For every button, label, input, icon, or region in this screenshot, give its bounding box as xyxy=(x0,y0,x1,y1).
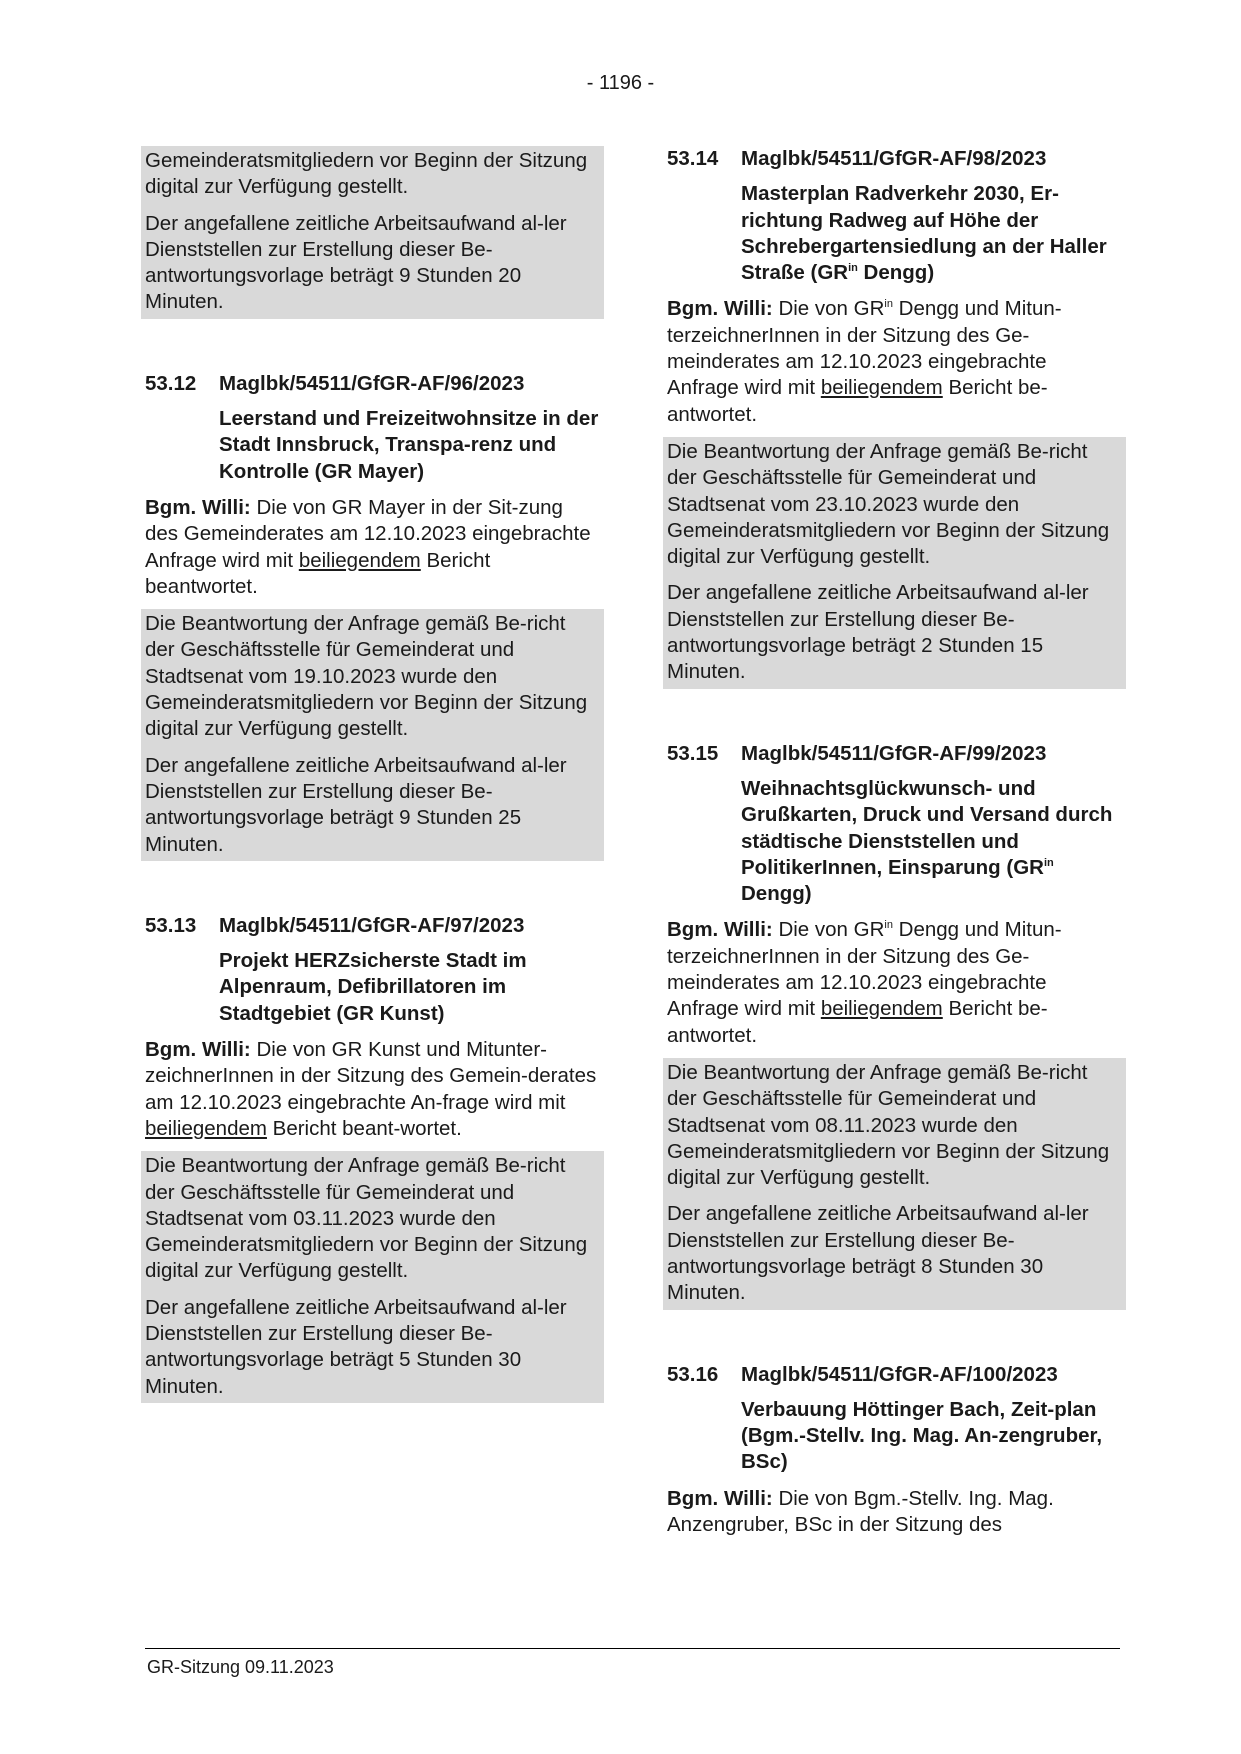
body-text: Die von GR Mayer in der Sit-zung des Gemeinderates am 12.10.2023 eingebrachte Anfrage wird mit xyxy=(145,495,591,572)
gr-superscript: in xyxy=(884,298,893,311)
section-53-13 xyxy=(145,913,600,1403)
section-reference: Maglbk/54511/GfGR-AF/98/2023 xyxy=(741,147,1047,170)
section-subject xyxy=(741,776,1122,907)
section-body xyxy=(667,1486,1122,1539)
gr-superscript: in xyxy=(1043,857,1054,869)
answer-note xyxy=(663,437,1126,689)
speaker: Bgm. Willi: xyxy=(667,297,773,321)
footer-text: GR-Sitzung 09.11.2023 xyxy=(147,1657,334,1677)
body-text: Bericht be-antwortet. xyxy=(667,376,1048,426)
speaker: Bgm. Willi: xyxy=(667,1486,773,1510)
section-body xyxy=(145,495,600,600)
continuation-note xyxy=(141,146,604,319)
gr-title: GR xyxy=(853,918,885,942)
answer-note xyxy=(141,1151,604,1403)
section-heading xyxy=(667,1362,1122,1388)
note-paragraph: Der angefallene zeitliche Arbeitsaufwand al-ler Dienststellen zur Erstellung dieser Be-antwortungsvorlage beträgt 9 Stunden 25 Minuten. xyxy=(145,753,567,856)
note-paragraph: Der angefallene zeitliche Arbeitsaufwand al-ler Dienststellen zur Erstellung dieser Be-antwortungsvorlage beträgt 5 Stunden 30 Minuten. xyxy=(145,1295,567,1398)
gr-title: GR xyxy=(817,261,849,285)
section-heading xyxy=(145,913,600,939)
section-heading xyxy=(667,741,1122,767)
underlined-word: beiliegendem xyxy=(298,548,421,572)
answer-note xyxy=(663,1058,1126,1310)
gr-superscript: in xyxy=(884,919,893,932)
section-body xyxy=(667,296,1122,427)
section-subject xyxy=(741,181,1122,286)
note-paragraph: Gemeinderatsmitgliedern vor Beginn der Sitzung digital zur Verfügung gestellt. xyxy=(145,149,588,199)
gr-superscript: in xyxy=(848,262,858,275)
gr-title: GR xyxy=(853,297,885,321)
underlined-word: beiliegendem xyxy=(820,997,943,1021)
speaker: Bgm. Willi: xyxy=(145,495,251,519)
section-subject: Verbauung Höttinger Bach, Zeit-plan (Bgm.-Stellv. Ing. Mag. An-zengruber, BSc) xyxy=(741,1397,1103,1474)
body-text: Die von xyxy=(778,918,848,942)
section-number: 53.13 xyxy=(145,913,197,937)
subject-text: Dengg) xyxy=(741,882,812,906)
section-53-16 xyxy=(667,1362,1122,1539)
answer-note xyxy=(141,609,604,861)
footer-divider xyxy=(145,1648,1120,1649)
section-number: 53.16 xyxy=(667,1362,719,1386)
section-reference: Maglbk/54511/GfGR-AF/97/2023 xyxy=(219,913,525,937)
body-text: Die von GR Kunst und Mitunter-zeichnerInnen in der Sitzung des Gemein-derates am 12.10.2023 eingebrachte An-frage wird mit xyxy=(145,1038,597,1114)
section-53-12 xyxy=(145,371,600,861)
body-text: Dengg und Mitun-terzeichnerInnen in der Sitzung des Ge-meinderates am 12.10.2023 eingebrachte Anfrage wird mit xyxy=(667,918,1062,1021)
note-paragraph: Die Beantwortung der Anfrage gemäß Be-richt der Geschäftsstelle für Gemeinderat und Stadtsenat vom 23.10.2023 wurde den Gemeinderatsmitgliedern vor Beginn der Sitzung digital zur Verfügung gestellt. xyxy=(667,439,1110,569)
speaker: Bgm. Willi: xyxy=(145,1038,251,1062)
section-body xyxy=(145,1037,600,1142)
body-text: Bericht beantwortet. xyxy=(145,548,491,598)
body-text: Bericht beant-wortet. xyxy=(272,1116,462,1140)
subject-text: Masterplan Radverkehr 2030, Er-richtung Radweg auf Höhe der Schrebergartensiedlung an der Haller Straße ( xyxy=(741,182,1107,285)
underlined-word: beiliegendem xyxy=(145,1116,267,1140)
section-number: 53.14 xyxy=(667,147,719,170)
section-subject: Projekt HERZsicherste Stadt im Alpenraum, Defibrillatoren im Stadtgebiet (GR Kunst) xyxy=(219,949,527,1025)
subject-text: Weihnachtsglückwunsch- und Grußkarten, Druck und Versand durch städtische Dienststellen und PolitikerInnen, Einsparung ( xyxy=(741,776,1113,879)
note-paragraph: Die Beantwortung der Anfrage gemäß Be-richt der Geschäftsstelle für Gemeinderat und Stadtsenat vom 08.11.2023 wurde den Gemeinderatsmitgliedern vor Beginn der Sitzung digital zur Verfügung gestellt. xyxy=(667,1060,1110,1190)
section-reference: Maglbk/54511/GfGR-AF/100/2023 xyxy=(741,1362,1058,1386)
section-subject: Leerstand und Freizeitwohnsitze in der Stadt Innsbruck, Transpa-renz und Kontrolle (GR Mayer) xyxy=(219,407,599,483)
section-heading xyxy=(145,371,600,397)
gr-title: GR xyxy=(1013,855,1044,879)
section-53-15 xyxy=(667,741,1122,1310)
body-text: Die von Bgm.-Stellv. Ing. Mag. Anzengruber, BSc in der Sitzung des xyxy=(667,1486,1054,1537)
note-paragraph: Der angefallene zeitliche Arbeitsaufwand al-ler Dienststellen zur Erstellung dieser Be-antwortungsvorlage beträgt 2 Stunden 15 Minuten. xyxy=(667,581,1089,684)
section-53-14 xyxy=(667,146,1122,689)
right-column xyxy=(667,146,1122,1547)
body-text: Die von xyxy=(778,297,848,321)
left-column xyxy=(145,146,600,1403)
note-paragraph: Der angefallene zeitliche Arbeitsaufwand al-ler Dienststellen zur Erstellung dieser Be-antwortungsvorlage beträgt 8 Stunden 30 Minuten. xyxy=(667,1202,1089,1305)
speaker: Bgm. Willi: xyxy=(667,918,773,942)
section-reference: Maglbk/54511/GfGR-AF/99/2023 xyxy=(741,741,1047,765)
note-paragraph: Der angefallene zeitliche Arbeitsaufwand al-ler Dienststellen zur Erstellung dieser Be-antwortungsvorlage beträgt 9 Stunden 20 Minuten. xyxy=(145,211,567,314)
section-reference: Maglbk/54511/GfGR-AF/96/2023 xyxy=(219,371,525,395)
section-heading xyxy=(667,146,1122,172)
section-number: 53.12 xyxy=(145,371,197,395)
page-number: - 1196 - xyxy=(586,72,655,94)
body-text: Bericht be-antwortet. xyxy=(667,997,1048,1047)
note-paragraph: Die Beantwortung der Anfrage gemäß Be-richt der Geschäftsstelle für Gemeinderat und Stadtsenat vom 19.10.2023 wurde den Gemeinderatsmitgliedern vor Beginn der Sitzung digital zur Verfügung gestellt. xyxy=(145,612,588,741)
note-paragraph: Die Beantwortung der Anfrage gemäß Be-richt der Geschäftsstelle für Gemeinderat und Stadtsenat vom 03.11.2023 wurde den Gemeinderatsmitgliedern vor Beginn der Sitzung digital zur Verfügung gestellt. xyxy=(145,1154,588,1283)
section-number: 53.15 xyxy=(667,741,719,765)
body-text: Dengg und Mitun-terzeichnerInnen in der Sitzung des Ge-meinderates am 12.10.2023 eingebrachte Anfrage wird mit xyxy=(667,297,1062,400)
underlined-word: beiliegendem xyxy=(820,376,943,400)
subject-text: Dengg) xyxy=(857,261,935,285)
section-body xyxy=(667,917,1122,1048)
